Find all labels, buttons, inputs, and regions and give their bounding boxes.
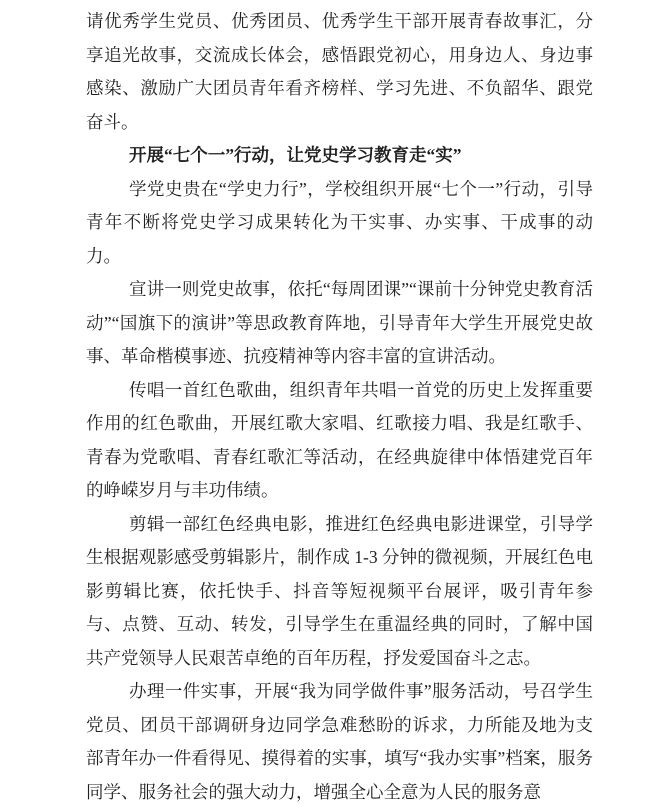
body-paragraph-story-telling: 宣讲一则党史故事，依托“每周团课”“课前十分钟党史教育活动”“国旗下的演讲”等思政教育阵地，引导青年大学生开展党史故事、革命楷模事迹、抗疫精神等内容丰富的宣讲活动。 <box>86 279 593 366</box>
body-paragraph-intro: 学党史贵在“学史力行”，学校组织开展“七个一”行动，引导青年不断将党史学习成果转化为干实事、办实事、干成事的动力。 <box>86 178 593 266</box>
body-paragraph-practical-deeds: 办理一件实事，开展“我为同学做件事”服务活动，号召学生党员、团员干部调研身边同学急难愁盼的诉求，力所能及地为支部青年办一件看得见、摸得着的实事，填写“我办实事”档案，服务同学、服务社会的强大动力，增强全心全意为人民的服务意 <box>86 681 593 802</box>
section-heading: 开展“七个一”行动，让党史学习教育走“实” <box>129 145 462 165</box>
continuation-paragraph: 请优秀学生党员、优秀团员、优秀学生干部开展青春故事汇，分享追光故事，交流成长体会，感悟跟党初心，用身边人、身边事感染、激励广大团员青年看齐榜样、学习先进、不负韶华、跟党奋斗。 <box>86 11 593 132</box>
body-paragraph-red-songs: 传唱一首红色歌曲，组织青年共唱一首党的历史上发挥重要作用的红色歌曲，开展红歌大家唱、红歌接力唱、我是红歌手、青春为党歌唱、青春红歌汇等活动，在经典旋律中体悟建党百年的峥嵘岁月与丰功伟绩。 <box>86 379 593 500</box>
body-paragraph-film-editing: 剪辑一部红色经典电影，推进红色经典电影进课堂，引导学生根据观影感受剪辑影片，制作成 1-3 分钟的微视频，开展红色电影剪辑比赛，依托快手、抖音等短视频平台展评，吸引青年参与、点赞、互动、转发，引导学生在重温经典的同时，了解中国共产党领导人民艰苦卓绝的百年历程，抒发爱国奋斗之志。 <box>86 513 593 668</box>
document-page <box>86 5 593 809</box>
